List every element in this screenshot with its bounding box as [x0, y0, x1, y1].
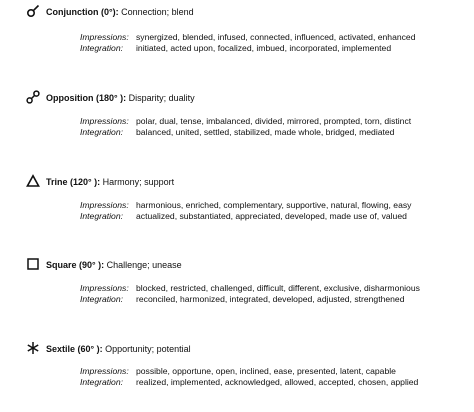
impressions-label: Impressions: [80, 200, 129, 210]
integration-label: Integration: [80, 294, 123, 304]
aspect-theme: Harmony; support [100, 177, 175, 187]
aspect-heading [46, 344, 191, 355]
impressions-text: harmonious, enriched, complementary, supportive, natural, flowing, easy [136, 200, 412, 210]
aspect-name: Sextile (60° ) [46, 344, 100, 354]
integration-label: Integration: [80, 211, 123, 221]
aspect-name-separator: : [101, 260, 105, 270]
impressions-text: possible, opportune, open, inclined, ease, presented, latent, capable [136, 366, 396, 376]
aspect-name: Square (90° ) [46, 260, 102, 270]
aspect-theme: Opportunity; potential [102, 344, 191, 354]
impressions-text: polar, dual, tense, imbalanced, divided, mirrored, prompted, torn, distinct [136, 116, 412, 126]
conjunction-icon [26, 4, 40, 18]
impressions-label: Impressions: [80, 32, 129, 42]
aspect-name-separator: : [115, 7, 119, 17]
aspect-heading [46, 177, 174, 188]
aspect-heading [46, 260, 182, 271]
impressions-text: blocked, restricted, challenged, difficult, different, exclusive, disharmonious [136, 283, 420, 293]
integration-label: Integration: [80, 127, 123, 137]
integration-label: Integration: [80, 377, 123, 387]
aspect-theme: Challenge; unease [104, 260, 182, 270]
aspect-name-separator: : [99, 344, 103, 354]
impressions-label: Impressions: [80, 366, 129, 376]
integration-label: Integration: [80, 43, 123, 53]
opposition-icon [26, 90, 40, 104]
integration-text: realized, implemented, acknowledged, allowed, accepted, chosen, applied [136, 377, 419, 387]
integration-text: initiated, acted upon, focalized, imbued, incorporated, implemented [136, 43, 392, 53]
aspect-heading [46, 7, 194, 18]
integration-text: actualized, substantiated, appreciated, developed, made use of, valued [136, 211, 407, 221]
aspect-name-separator: : [97, 177, 101, 187]
integration-text: balanced, united, settled, stabilized, made whole, bridged, mediated [136, 127, 395, 137]
aspect-theme: Connection; blend [118, 7, 194, 17]
impressions-label: Impressions: [80, 283, 129, 293]
aspect-theme: Disparity; duality [126, 93, 195, 103]
aspect-name: Trine (120° ) [46, 177, 98, 187]
impressions-text: synergized, blended, infused, connected, influenced, activated, enhanced [136, 32, 416, 42]
square-icon [26, 257, 40, 271]
trine-icon [26, 174, 40, 188]
aspect-name: Conjunction (0°) [46, 7, 116, 17]
aspect-heading [46, 93, 195, 104]
sextile-icon [26, 341, 40, 355]
impressions-label: Impressions: [80, 116, 129, 126]
aspect-name: Opposition (180° ) [46, 93, 124, 103]
aspect-name-separator: : [123, 93, 127, 103]
integration-text: reconciled, harmonized, integrated, developed, adjusted, strengthened [136, 294, 405, 304]
